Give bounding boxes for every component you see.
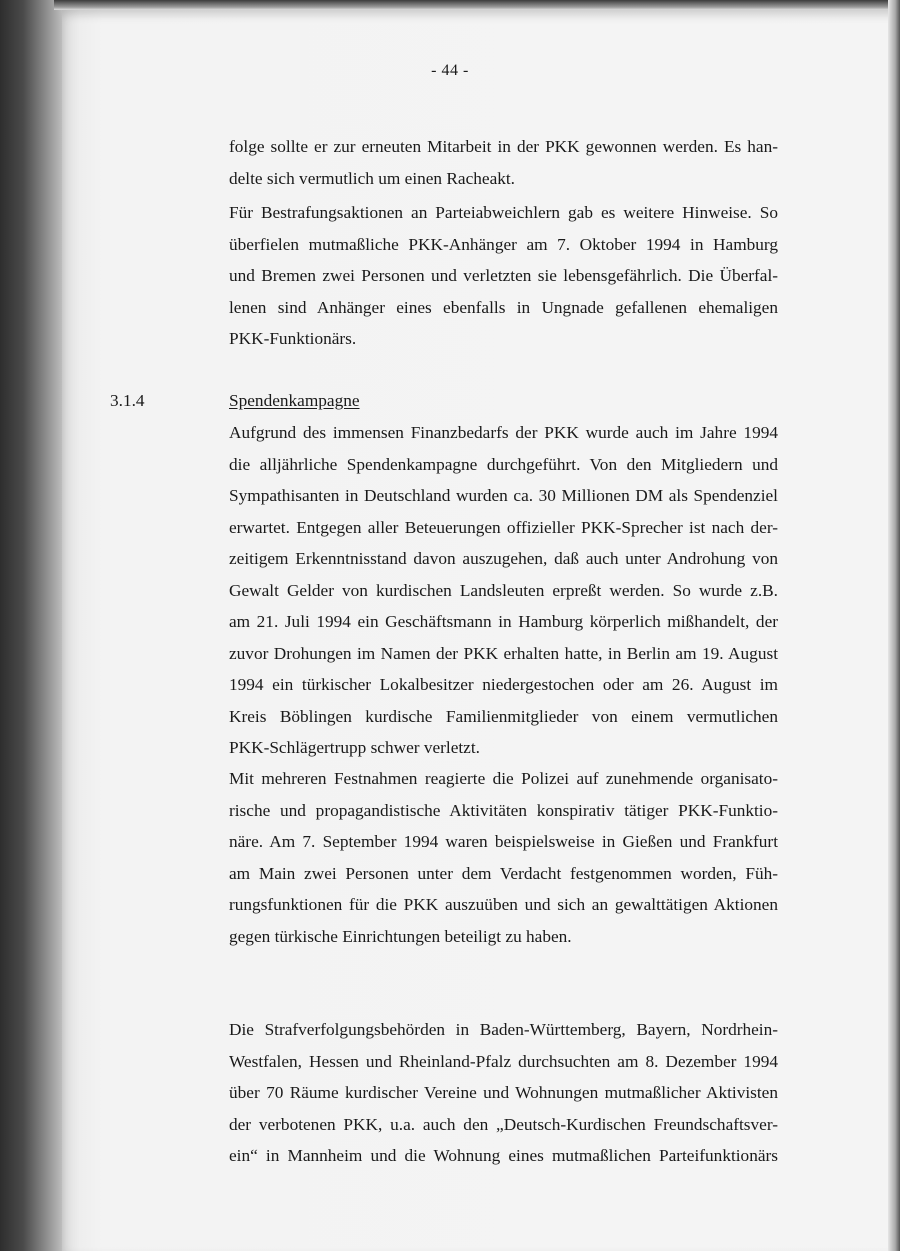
text-line: gegen türkische Einrichtungen beteiligt zu haben. <box>229 926 572 946</box>
text-line: Gewalt Gelder von kurdischen Landsleuten erpreßt werden. So wurde z.B. <box>229 580 778 600</box>
paragraph-punishment-actions <box>229 197 778 355</box>
paragraph-searches <box>229 1014 778 1172</box>
book-binding-shadow <box>0 0 66 1251</box>
text-line: zuvor Drohungen im Namen der PKK erhalten hatte, in Berlin am 19. August <box>229 643 778 663</box>
text-line: näre. Am 7. September 1994 waren beispielsweise in Gießen und Frankfurt <box>229 832 778 851</box>
text-line: rungsfunktionen für die PKK auszuüben und sich an gewalttätigen Aktionen <box>229 895 778 914</box>
text-line: Die Strafverfolgungsbehörden in Baden-Württemberg, Bayern, Nordrhein- <box>229 1020 778 1039</box>
text-line: am 21. Juli 1994 ein Geschäftsmann in Hamburg körperlich mißhandelt, der <box>229 612 778 631</box>
paragraph-continuation <box>229 131 778 194</box>
text-line: die alljährliche Spendenkampagne durchgeführt. Von den Mitgliedern und <box>229 454 778 474</box>
text-line: Westfalen, Hessen und Rheinland-Pfalz durchsuchten am 8. Dezember 1994 <box>229 1051 778 1071</box>
text-line: erwartet. Entgegen aller Beteuerungen offizieller PKK-Sprecher ist nach der- <box>229 517 778 537</box>
text-line: der verbotenen PKK, u.a. auch den „Deutsch-Kurdischen Freundschaftsver- <box>229 1114 778 1134</box>
top-page-edge <box>54 0 900 10</box>
text-line: delte sich vermutlich um einen Racheakt. <box>229 168 516 188</box>
text-line: Für Bestrafungsaktionen an Parteiabweichlern gab es weitere Hinweise. So <box>229 203 778 222</box>
section-heading-text: Spendenkampagne <box>229 391 360 410</box>
text-line: PKK-Funktionärs. <box>229 329 357 348</box>
paragraph-donation-campaign <box>229 417 778 764</box>
section-heading <box>229 385 778 417</box>
text-line: PKK-Schlägertrupp schwer verletzt. <box>229 738 480 757</box>
text-line: lenen sind Anhänger eines ebenfalls in Ungnade gefallenen ehemaligen <box>229 297 778 317</box>
right-page-edge <box>888 0 900 1251</box>
text-line: zeitigem Erkenntnisstand davon auszugehen, daß auch unter Androhung von <box>229 549 778 568</box>
text-line: Sympathisanten in Deutschland wurden ca. 30 Millionen DM als Spendenziel <box>229 486 778 505</box>
section-heading-block <box>229 385 778 417</box>
text-line: und Bremen zwei Personen und verletzten sie lebensgefährlich. Die Überfal- <box>229 266 778 285</box>
text-line: überfielen mutmaßliche PKK-Anhänger am 7. Oktober 1994 in Hamburg <box>229 234 778 254</box>
paragraph-arrests <box>229 763 778 952</box>
text-line: Kreis Böblingen kurdische Familienmitglieder von einem vermutlichen <box>229 706 778 726</box>
section-number: 3.1.4 <box>110 391 145 410</box>
text-line: am Main zwei Personen unter dem Verdacht festgenommen worden, Füh- <box>229 863 778 883</box>
text-line: folge sollte er zur erneuten Mitarbeit in der PKK gewonnen werden. Es han- <box>229 137 778 156</box>
text-line: 1994 ein türkischer Lokalbesitzer niedergestochen oder am 26. August im <box>229 675 778 694</box>
page-number: - 44 - <box>431 62 469 79</box>
text-line: ein“ in Mannheim und die Wohnung eines mutmaßlichen Parteifunktionärs <box>229 1146 778 1165</box>
text-line: Aufgrund des immensen Finanzbedarfs der PKK wurde auch im Jahre 1994 <box>229 423 778 442</box>
text-line: über 70 Räume kurdischer Vereine und Wohnungen mutmaßlicher Aktivisten <box>229 1083 778 1102</box>
text-line: rische und propagandistische Aktivitäten konspirativ tätiger PKK-Funktio- <box>229 800 778 820</box>
text-line: Mit mehreren Festnahmen reagierte die Polizei auf zunehmende organisato- <box>229 769 778 788</box>
